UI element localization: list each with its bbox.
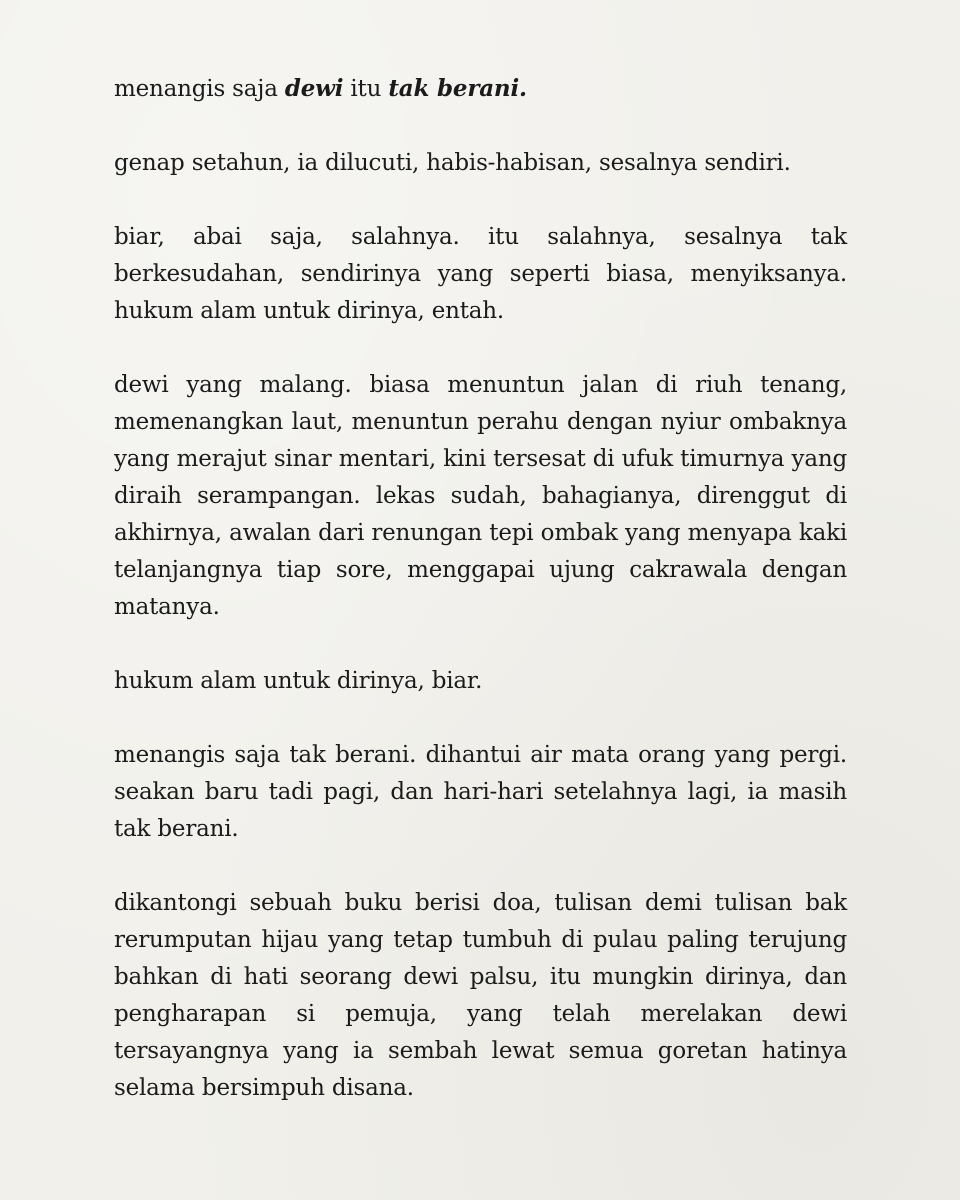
paragraph-1-text-b: itu — [343, 76, 389, 102]
paragraph-1-text-a: menangis saja — [114, 76, 285, 102]
paragraph-1 — [114, 70, 847, 108]
emphasis-tak-berani: tak berani. — [388, 75, 527, 102]
emphasis-dewi: dewi — [284, 75, 344, 102]
poem-text — [114, 70, 847, 1144]
paragraph-5: hukum alam untuk dirinya, biar. — [114, 668, 483, 694]
paragraph-3: biar, abai saja, salahnya. itu salahnya, sesalnya tak berkesudahan, sendirinya yang seperti biasa, menyiksanya. hukum alam untuk dirinya, entah. — [114, 224, 847, 324]
paragraph-7: dikantongi sebuah buku berisi doa, tulisan demi tulisan bak rerumputan hijau yang tetap tumbuh di pulau paling terujung bahkan di hati seorang dewi palsu, itu mungkin dirinya, dan pengharapan si pemuja, yang telah merelakan dewi tersayangnya yang ia sembah lewat semua goretan hatinya selama bersimpuh disana. — [114, 890, 847, 1101]
paragraph-2: genap setahun, ia dilucuti, habis-habisan, sesalnya sendiri. — [114, 150, 791, 176]
paragraph-6: menangis saja tak berani. dihantui air mata orang yang pergi. seakan baru tadi pagi, dan hari-hari setelahnya lagi, ia masih tak berani. — [114, 742, 847, 842]
paragraph-4: dewi yang malang. biasa menuntun jalan di riuh tenang, memenangkan laut, menuntun perahu dengan nyiur ombaknya yang merajut sinar mentari, kini tersesat di ufuk timurnya yang diraih serampangan. lekas sudah, bahagianya, direnggut di akhirnya, awalan dari renungan tepi ombak yang menyapa kaki telanjangnya tiap sore, menggapai ujung cakrawala dengan matanya. — [114, 372, 847, 620]
